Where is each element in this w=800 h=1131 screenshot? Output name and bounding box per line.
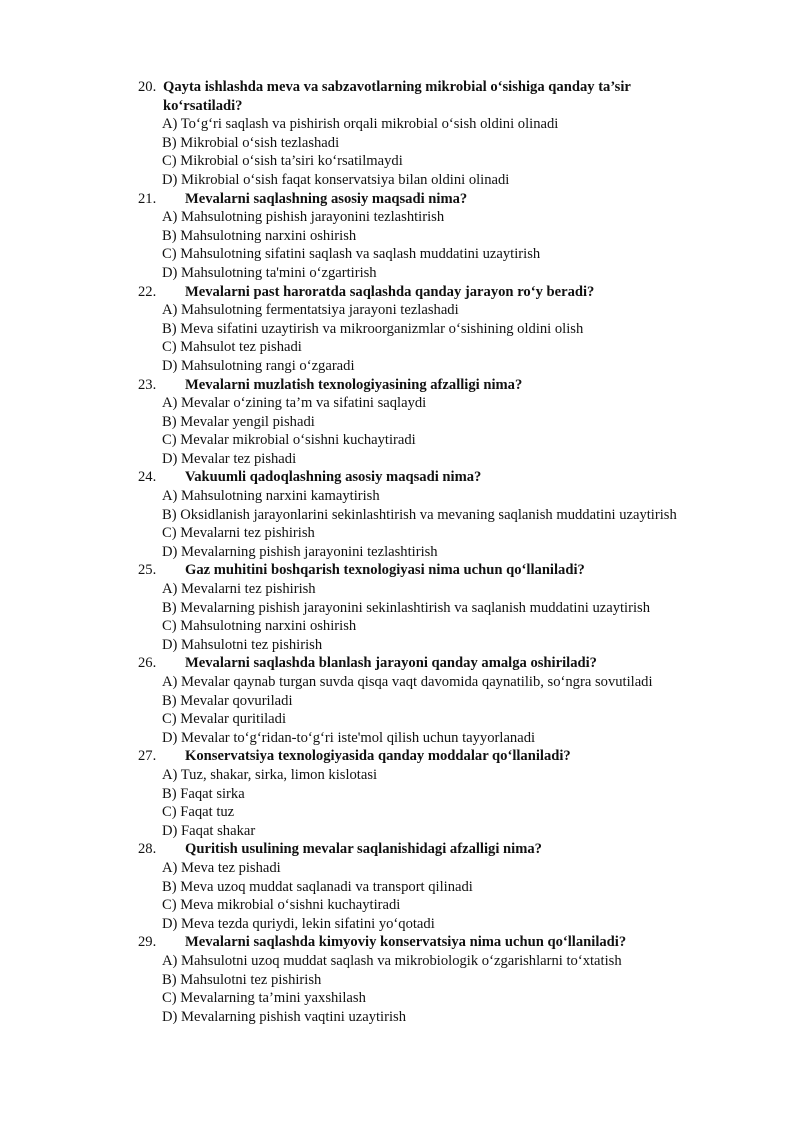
answer-option-d: D) Mahsulotni tez pishirish	[162, 636, 323, 653]
answer-option-d: D) Mahsulotning rangi o‘zgaradi	[162, 357, 355, 374]
answer-option-b: B) Faqat sirka	[162, 785, 245, 802]
answer-option-b: B) Mahsulotning narxini oshirish	[162, 227, 357, 244]
answer-list	[0, 115, 800, 189]
question-29	[0, 933, 800, 1026]
answer-option-c: C) Faqat tuz	[162, 804, 235, 821]
answer-option-c: C) Mahsulotning sifatini saqlash va saqlash muddatini uzaytirish	[162, 246, 541, 263]
answer-option-d: D) Mahsulotning ta'mini o‘zgartirish	[162, 264, 377, 281]
answer-option-a: A) Mahsulotning fermentatsiya jarayoni tezlashadi	[162, 302, 459, 319]
question-number: 24.	[138, 469, 157, 486]
answer-option-c: C) Mahsulot tez pishadi	[162, 339, 302, 356]
answer-option-c: C) Mevalarning ta’mini yaxshilash	[162, 990, 366, 1007]
question-text: Mevalarni muzlatish texnologiyasining afzalligi nima?	[185, 376, 523, 393]
answer-option-c: C) Meva mikrobial o‘sishni kuchaytiradi	[162, 897, 401, 914]
question-number: 25.	[138, 562, 157, 579]
question-number: 23.	[138, 376, 157, 393]
answer-option-d: D) Mikrobial o‘sish faqat konservatsiya bilan oldini olinadi	[162, 171, 510, 188]
answer-option-b: B) Mevalar qovuriladi	[162, 692, 293, 709]
answer-option-b: B) Mahsulotni tez pishirish	[162, 971, 322, 988]
answer-option-d: D) Meva tezda quriydi, lekin sifatini yo‘qotadi	[162, 915, 435, 932]
question-23	[0, 376, 800, 469]
question-text: Mevalarni past haroratda saqlashda qanday jarayon ro‘y beradi?	[185, 283, 595, 300]
answer-option-b: B) Mevalarning pishish jarayonini sekinlashtirish va saqlanish muddatini uzaytirish	[162, 599, 650, 616]
answer-option-a: A) Mahsulotning narxini kamaytirish	[162, 488, 380, 505]
answer-list	[0, 580, 800, 654]
question-number: 22.	[138, 283, 157, 300]
answer-option-a: A) Mevalarni tez pishirish	[162, 581, 316, 598]
question-number: 26.	[138, 655, 157, 672]
answer-list	[0, 208, 800, 282]
question-number: 27.	[138, 748, 157, 765]
question-24	[0, 468, 800, 561]
answer-option-a: A) Mevalar o‘zining ta’m va sifatini saqlaydi	[162, 395, 427, 412]
answer-option-c: C) Mevalarni tez pishirish	[162, 525, 315, 542]
answer-option-d: D) Mevalar tez pishadi	[162, 450, 297, 467]
question-26	[0, 654, 800, 747]
answer-list	[0, 394, 800, 468]
answer-option-c: C) Mahsulotning narxini oshirish	[162, 618, 357, 635]
question-text: Vakuumli qadoqlashning asosiy maqsadi nima?	[185, 469, 482, 486]
question-28	[0, 840, 800, 933]
answer-list	[0, 301, 800, 375]
answer-list	[0, 487, 800, 561]
answer-option-b: B) Mikrobial o‘sish tezlashadi	[162, 134, 340, 151]
question-number: 29.	[138, 934, 157, 951]
question-text: Mevalarni saqlashning asosiy maqsadi nima?	[185, 190, 468, 207]
answer-option-a: A) Mahsulotning pishish jarayonini tezlashtirish	[162, 209, 445, 226]
answer-option-a: A) To‘g‘ri saqlash va pishirish orqali mikrobial o‘sish oldini olinadi	[162, 116, 559, 133]
answer-option-c: C) Mikrobial o‘sish ta’siri ko‘rsatilmaydi	[162, 153, 403, 170]
question-text: Gaz muhitini boshqarish texnologiyasi nima uchun qo‘llaniladi?	[185, 562, 585, 579]
question-21	[0, 190, 800, 283]
answer-option-d: D) Mevalarning pishish jarayonini tezlashtirish	[162, 543, 438, 560]
answer-option-a: A) Meva tez pishadi	[162, 859, 281, 876]
answer-list	[0, 673, 800, 747]
answer-option-d: D) Mevalarning pishish vaqtini uzaytirish	[162, 1008, 406, 1025]
question-text: Konservatsiya texnologiyasida qanday moddalar qo‘llaniladi?	[185, 748, 571, 765]
answer-option-a: A) Mevalar qaynab turgan suvda qisqa vaqt davomida qaynatilib, so‘ngra sovutiladi	[162, 674, 653, 690]
answer-option-b: B) Mevalar yengil pishadi	[162, 413, 315, 430]
answer-option-c: C) Mevalar quritiladi	[162, 711, 287, 728]
question-27	[0, 747, 800, 840]
answer-option-a: A) Mahsulotni uzoq muddat saqlash va mikrobiologik o‘zgarishlarni to‘xtatish	[162, 952, 622, 969]
answer-option-b: B) Meva uzoq muddat saqlanadi va transport qilinadi	[162, 878, 473, 895]
answer-option-c: C) Mevalar mikrobial o‘sishni kuchaytiradi	[162, 432, 416, 449]
question-number: 20.	[138, 79, 157, 95]
question-number: 28.	[138, 841, 157, 858]
answer-list	[0, 766, 800, 840]
answer-option-b: B) Meva sifatini uzaytirish va mikroorganizmlar o‘sishining oldini olish	[162, 320, 584, 337]
question-22	[0, 283, 800, 376]
answer-option-b: B) Oksidlanish jarayonlarini sekinlashtirish va mevaning saqlanish muddatini uzaytirish	[162, 506, 677, 523]
question-20	[0, 78, 800, 190]
question-number: 21.	[138, 190, 157, 207]
question-text: Qayta ishlashda meva va sabzavotlarning mikrobial o‘sishiga qanday ta’sir ko‘rsatiladi?	[163, 79, 631, 114]
answer-list	[0, 952, 800, 1026]
answer-option-d: D) Mevalar to‘g‘ridan-to‘g‘ri iste'mol qilish uchun tayyorlanadi	[162, 729, 536, 746]
answer-list	[0, 859, 800, 933]
question-25	[0, 561, 800, 654]
document-page	[0, 78, 800, 1026]
question-text: Mevalarni saqlashda blanlash jarayoni qanday amalga oshiriladi?	[185, 655, 597, 672]
answer-option-a: A) Tuz, shakar, sirka, limon kislotasi	[162, 766, 378, 783]
question-text: Quritish usulining mevalar saqlanishidagi afzalligi nima?	[185, 841, 542, 858]
answer-option-d: D) Faqat shakar	[162, 822, 256, 839]
question-text: Mevalarni saqlashda kimyoviy konservatsiya nima uchun qo‘llaniladi?	[185, 934, 627, 951]
